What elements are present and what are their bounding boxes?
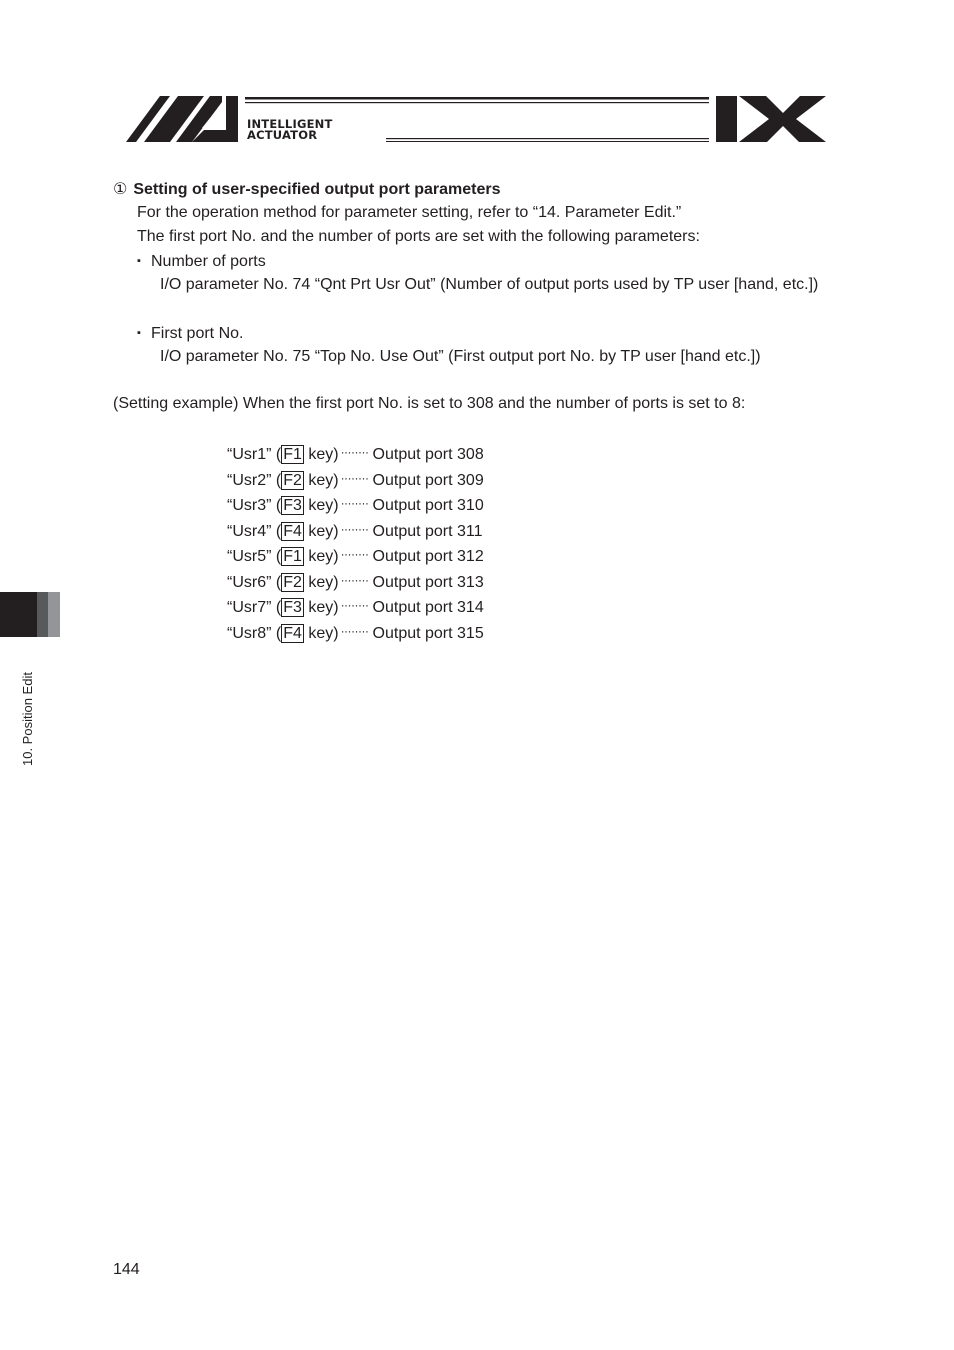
- output-port: Output port 315: [372, 624, 484, 642]
- chapter-tab: [0, 592, 60, 637]
- function-key: F4: [283, 522, 302, 540]
- header-logo: [126, 94, 828, 146]
- output-port: Output port 311: [372, 522, 483, 540]
- list-item: “Usr5” ( F1 key) ········ Output port 312: [227, 542, 484, 568]
- function-key: F2: [283, 573, 302, 591]
- leader-dots: ········: [340, 623, 369, 638]
- list-item: “Usr2” ( F2 key) ········ Output port 309: [227, 466, 484, 492]
- list-item: “Usr8” ( F4 key) ········ Output port 315: [227, 619, 484, 645]
- bullet-description-74: [151, 273, 840, 297]
- function-key: F1: [283, 446, 302, 463]
- section-marker: ①: [113, 181, 128, 198]
- bullet-label: First port No.: [151, 325, 244, 342]
- list-item: “Usr6” ( F2 key) ········ Output port 313: [227, 568, 484, 594]
- section-title: Setting of user-specified output port parameters: [133, 181, 501, 198]
- leader-dots: ········: [340, 496, 369, 510]
- list-item: “Usr1” ( F1 key) ········ Output port 308: [227, 440, 484, 466]
- paragraph-reference: For the operation method for parameter setting, refer to “14. Parameter Edit.”: [137, 204, 682, 221]
- function-key: F4: [283, 624, 302, 642]
- bullet-mark: ▪: [137, 255, 141, 267]
- chapter-tab-graphic: [0, 592, 60, 637]
- bullet-number-of-ports: [137, 249, 266, 274]
- leader-dots: ········: [340, 547, 369, 561]
- page-number: 144: [113, 1261, 140, 1278]
- chapter-tab-dark: [0, 592, 37, 637]
- key-port-list: [227, 440, 484, 644]
- brand-name: [247, 119, 333, 141]
- bullet-mark: ▪: [137, 327, 141, 339]
- list-item: “Usr7” ( F3 key) ········ Output port 314: [227, 593, 484, 619]
- function-key: F3: [283, 497, 302, 514]
- brand-line-intelligent: INTELLIGENT: [247, 117, 333, 131]
- chapter-tab-mid: [37, 592, 48, 637]
- list-item: “Usr3” ( F3 key) ········ Output port 310: [227, 491, 484, 517]
- paragraph-parameters: The first port No. and the number of ports are set with the following parameters:: [137, 228, 700, 245]
- leader-dots: ········: [340, 470, 369, 485]
- leader-dots: ········: [340, 598, 369, 612]
- bullet-label: Number of ports: [151, 253, 266, 270]
- output-port: Output port 313: [372, 573, 484, 591]
- leader-dots: ········: [340, 521, 369, 536]
- brand-line-actuator: ACTUATOR: [247, 128, 318, 142]
- output-port: Output port 309: [372, 471, 484, 489]
- chapter-label: 10. Position Edit: [20, 672, 35, 766]
- list-item: “Usr4” ( F4 key) ········ Output port 311: [227, 517, 484, 543]
- bullet-description-75: I/O parameter No. 75 “Top No. Use Out” (First output port No. by TP user [hand etc.]): [160, 348, 761, 365]
- setting-example: (Setting example) When the first port No. is set to 308 and the number of ports is set to 8:: [113, 395, 746, 412]
- output-port: Output port 314: [372, 599, 484, 616]
- function-key: F3: [283, 599, 302, 616]
- parameter-74-text: I/O parameter No. 74 “Qnt Prt Usr Out” (Number of output ports used by TP user [hand, etc.]): [160, 276, 819, 293]
- leader-dots: ········: [340, 445, 369, 459]
- ia-logo-mark: [126, 94, 828, 146]
- chapter-tab-light: [48, 592, 60, 637]
- function-key: F2: [283, 471, 302, 489]
- bullet-first-port: [137, 321, 243, 346]
- output-port: Output port 312: [372, 548, 484, 565]
- function-key: F1: [283, 548, 302, 565]
- leader-dots: ········: [340, 572, 369, 587]
- section-heading: [113, 178, 501, 202]
- output-port: Output port 310: [372, 497, 484, 514]
- output-port: Output port 308: [372, 446, 484, 463]
